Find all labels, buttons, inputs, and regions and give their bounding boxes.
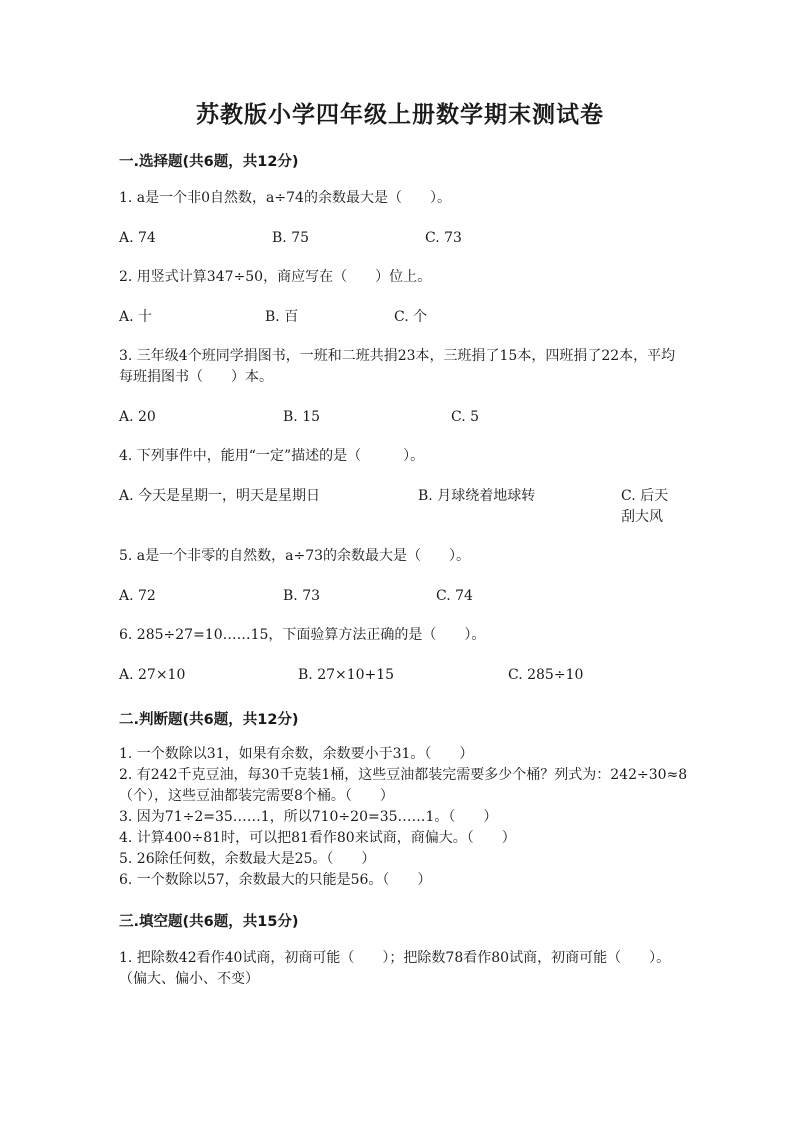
option-b: B. 75 [272,230,310,246]
question-stem: 3. 三年级4个班同学捐图书，一班和二班共捐23本，三班捐了15本，四班捐了22本，平均每班捐图书（ ）本。 [119,348,676,385]
section-heading-choice: 一.选择题(共6题，共12分) [119,154,299,170]
option-b: B. 27×10+15 [298,667,395,683]
section-heading-true-false: 二.判断题(共6题，共12分) [119,712,299,728]
question-stem: 1. a是一个非0自然数，a÷74的余数最大是（ ）。 [119,190,451,206]
option-a: A. 十 [119,309,153,325]
option-b: B. 73 [283,588,321,604]
option-b: B. 15 [283,409,321,425]
fill-blank-item: 1. 把除数42看作40试商，初商可能（ ）；把除数78看作80试商，初商可能（ ）。（偏大、偏小、不变） [119,950,671,987]
option-a: A. 27×10 [119,667,186,683]
option-b: B. 月球绕着地球转 [418,488,536,504]
question-stem: 4. 下列事件中，能用“一定”描述的是（ ）。 [119,448,425,464]
option-c: C. 74 [436,588,473,604]
option-a: A. 20 [119,409,156,425]
question-stem: 2. 用竖式计算347÷50，商应写在（ ）位上。 [119,269,432,285]
true-false-item: 2. 有242千克豆油，每30千克装1桶，这些豆油都装完需要多少个桶？列式为：242÷30≈8（个），这些豆油都装完需要8个桶。（ ） [119,767,688,804]
section-heading-fill-blank: 三.填空题(共6题，共15分) [119,914,299,930]
option-a: A. 今天是星期一，明天是星期日 [119,488,321,504]
true-false-item: 4. 计算400÷81时，可以把81看作80来试商，商偏大。（ ） [119,830,516,846]
true-false-item: 5. 26除任何数，余数最大是25。（ ） [119,851,376,867]
option-c: C. 个 [394,309,428,325]
question-stem: 6. 285÷27=10……15，下面验算方法正确的是（ ）。 [119,627,486,643]
option-a: A. 74 [119,230,156,246]
option-c: C. 73 [425,230,462,246]
option-a: A. 72 [119,588,156,604]
option-b: B. 百 [265,309,299,325]
exam-title: 苏教版小学四年级上册数学期末测试卷 [196,102,604,128]
true-false-item: 6. 一个数除以57，余数最大的只能是56。（ ） [119,872,432,888]
option-c: C. 5 [451,409,480,425]
true-false-item: 1. 一个数除以31，如果有余数，余数要小于31。（ ） [119,746,474,762]
option-c: C. 285÷10 [508,667,584,683]
question-stem: 5. a是一个非零的自然数，a÷73的余数最大是（ ）。 [119,548,471,564]
true-false-item: 3. 因为71÷2=35……1，所以710÷20=35……1。（ ） [119,809,498,825]
option-c: C. 后天刮大风 [621,488,669,525]
